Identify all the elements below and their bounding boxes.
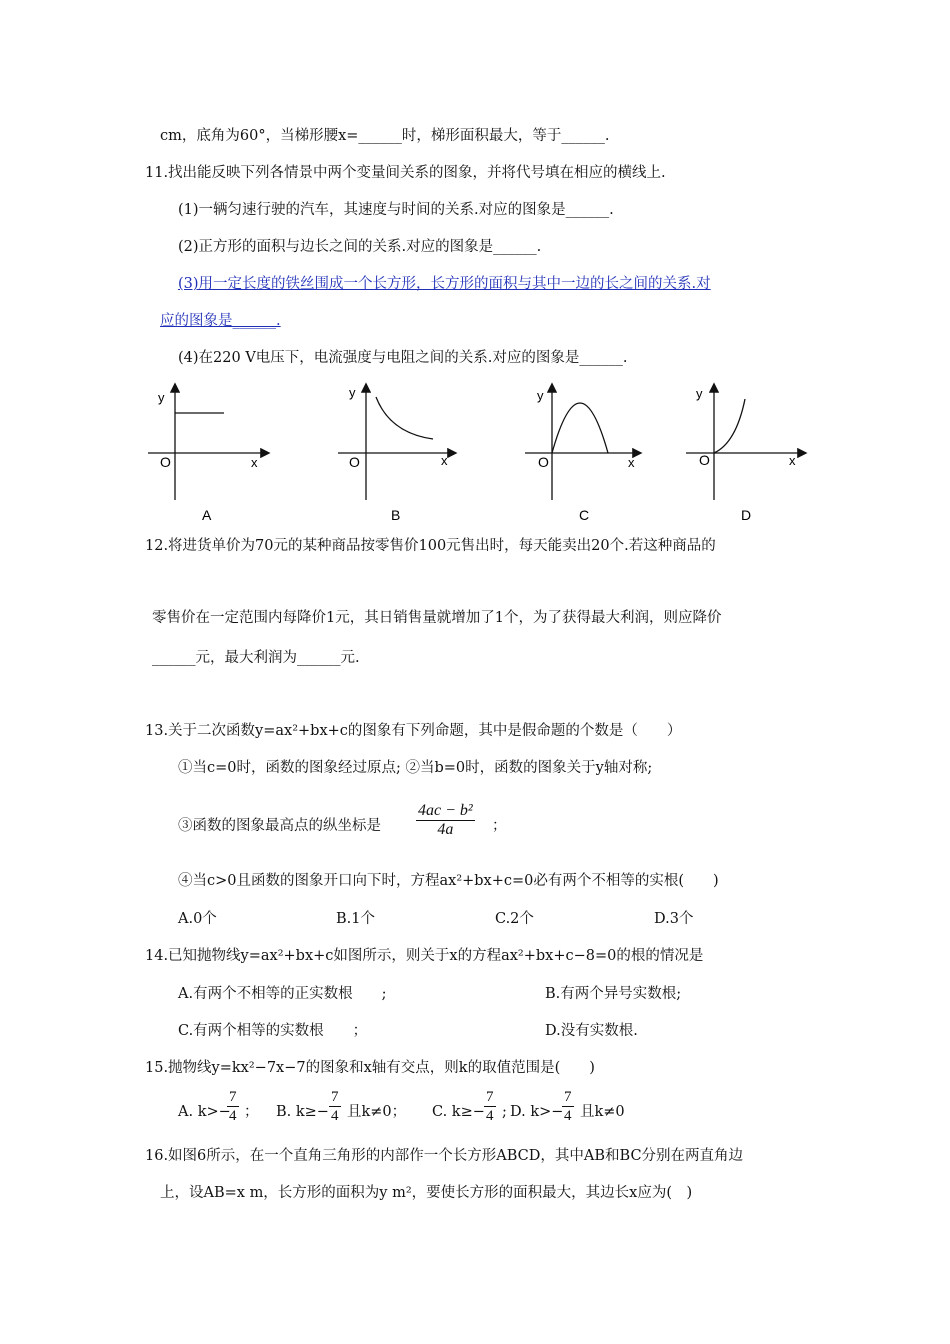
fraction-seven-fourths-b <box>329 1088 341 1125</box>
graph-a-label: A <box>202 507 212 523</box>
graph-a-y: y <box>158 390 165 405</box>
option-15-d-end: 且k≠0 <box>580 1104 625 1120</box>
graphs-figure <box>0 375 950 530</box>
graph-a-x: x <box>251 455 258 470</box>
question-12-line2: 零售价在一定范围内每降价1元，其日销售量就增加了1个，为了获得最大利润，则应降价 <box>152 610 722 626</box>
question-13: 13.关于二次函数y=ax²+bx+c的图象有下列命题，其中是假命题的个数是（ ） <box>145 723 682 739</box>
question-11-3-line1: (3)用一定长度的铁丝围成一个长方形，长方形的面积与其中一边的长之间的关系.对 <box>178 276 711 292</box>
graph-a <box>148 385 268 500</box>
option-14-b: B.有两个异号实数根; <box>545 986 682 1002</box>
graph-c-x: x <box>628 455 635 470</box>
graph-d-y: y <box>696 386 703 401</box>
graph-b-x: x <box>441 453 448 468</box>
option-15-d: D. k>− <box>510 1104 564 1120</box>
fraction-numerator: 7 <box>564 1089 572 1105</box>
option-13-d: D.3个 <box>654 911 694 927</box>
option-15-a: A. k>− <box>178 1104 231 1120</box>
fraction-vertex-ordinate <box>416 802 475 839</box>
graph-b-o: O <box>349 454 360 470</box>
fraction-seven-fourths-c <box>484 1088 496 1125</box>
question-13-4: ④当c>0且函数的图象开口向下时，方程ax²+bx+c=0必有两个不相等的实根( ) <box>178 873 719 889</box>
question-13-1-2: ①当c=0时，函数的图象经过原点; ②当b=0时，函数的图象关于y轴对称; <box>178 760 653 776</box>
fraction-numerator: 7 <box>486 1089 494 1105</box>
fraction-seven-fourths-a <box>227 1088 239 1125</box>
fraction-numerator: 7 <box>229 1089 237 1105</box>
fraction-numerator: 4ac − b² <box>418 802 473 819</box>
text-line: cm，底角为60°，当梯形腰x=______时，梯形面积最大，等于______. <box>160 128 610 144</box>
question-15: 15.抛物线y=kx²−7x−7的图象和x轴有交点，则k的取值范围是( ) <box>145 1060 595 1076</box>
option-14-c: C.有两个相等的实数根 ； <box>178 1023 368 1039</box>
question-11-3-line2: 应的图象是______. <box>160 313 281 329</box>
graph-b <box>338 385 455 500</box>
option-14-d: D.没有实数根. <box>545 1023 638 1039</box>
graph-b-y: y <box>349 385 356 400</box>
question-16-line1: 16.如图6所示，在一个直角三角形的内部作一个长方形ABCD，其中AB和BC分别在两直角边 <box>145 1148 744 1164</box>
fraction-seven-fourths-d <box>562 1088 574 1125</box>
option-15-c: C. k≥− <box>432 1104 485 1120</box>
fraction-denominator: 4 <box>486 1108 494 1124</box>
graph-d-o: O <box>699 452 710 468</box>
fraction-denominator: 4 <box>564 1108 572 1124</box>
graph-d-label: D <box>741 507 752 523</box>
option-13-c: C.2个 <box>495 911 534 927</box>
question-12-line3: ______元，最大利润为______元. <box>152 650 360 666</box>
option-15-c-end: ; <box>502 1104 507 1120</box>
graph-d <box>686 385 805 500</box>
graph-b-label: B <box>391 507 401 523</box>
question-16-line2: 上，设AB=x m，长方形的面积为y m²，要使长方形的面积最大，其边长x应为( ) <box>160 1185 693 1201</box>
question-11-1: (1)一辆匀速行驶的汽车，其速度与时间的关系.对应的图象是______. <box>178 202 614 218</box>
fraction-numerator: 7 <box>331 1089 339 1105</box>
question-11: 11.找出能反映下列各情景中两个变量间关系的图象，并将代号填在相应的横线上. <box>145 165 666 181</box>
question-11-4: (4)在220 V电压下，电流强度与电阻之间的关系.对应的图象是______. <box>178 350 628 366</box>
option-15-b-end: 且k≠0； <box>347 1104 407 1120</box>
question-14: 14.已知抛物线y=ax²+bx+c如图所示，则关于x的方程ax²+bx+c−8=0的根的情况是 <box>145 948 704 964</box>
question-13-3-end: ； <box>492 818 507 834</box>
question-11-2: (2)正方形的面积与边长之间的关系.对应的图象是______. <box>178 239 542 255</box>
graph-c-y: y <box>537 388 544 403</box>
question-12-line1: 12.将进货单价为70元的某种商品按零售价100元售出时，每天能卖出20个.若这种商品的 <box>145 538 716 554</box>
option-13-b: B.1个 <box>336 911 375 927</box>
option-14-a: A.有两个不相等的正实数根 ; <box>178 986 387 1002</box>
fraction-denominator: 4 <box>331 1108 339 1124</box>
fraction-denominator: 4a <box>437 821 454 838</box>
graph-d-x: x <box>789 453 796 468</box>
option-13-a: A.0个 <box>178 911 217 927</box>
graph-c-o: O <box>538 454 549 470</box>
question-13-3: ③函数的图象最高点的纵坐标是 <box>178 818 381 834</box>
graph-c-label: C <box>579 507 590 523</box>
option-15-a-end: ； <box>244 1104 259 1120</box>
option-15-b: B. k≥− <box>276 1104 329 1120</box>
graph-a-o: O <box>160 454 171 470</box>
fraction-denominator: 4 <box>229 1108 237 1124</box>
